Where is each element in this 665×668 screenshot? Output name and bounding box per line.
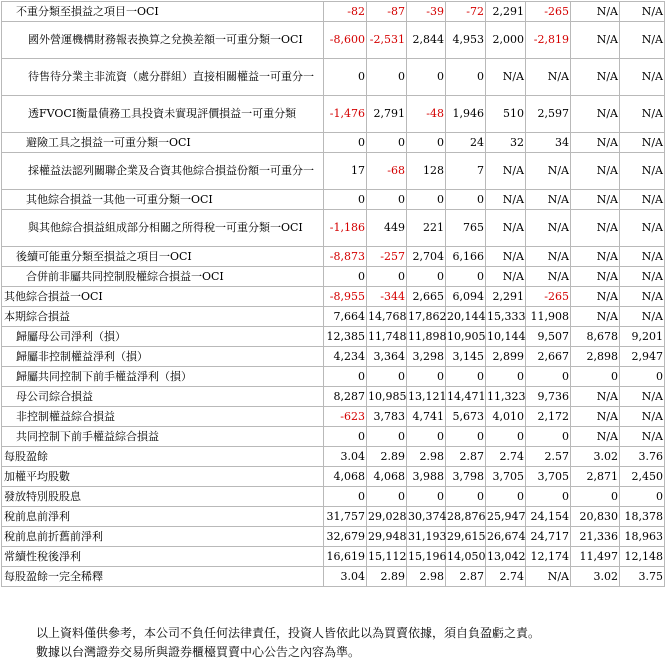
value-cell: 0 [620,367,665,387]
table-row [2,567,665,587]
value-cell: N/A [571,133,620,153]
row-label: 歸屬共同控制下前手權益淨利（損） [2,367,324,387]
value-cell: 17 [324,153,367,190]
value-cell: 6,094 [446,287,486,307]
value-cell: 3,364 [367,347,407,367]
value-cell: 3.04 [324,447,367,467]
value-cell: N/A [620,2,665,22]
value-cell: 11,898 [407,327,446,347]
value-cell: 2,291 [486,2,526,22]
value-cell: 2,899 [486,347,526,367]
value-cell: N/A [571,267,620,287]
row-label: 不重分類至損益之項目一OCI [2,2,324,22]
value-cell: 2,704 [407,247,446,267]
value-cell: 2.98 [407,567,446,587]
value-cell: 9,736 [526,387,571,407]
value-cell: 2,898 [571,347,620,367]
value-cell: 0 [571,487,620,507]
value-cell: N/A [620,287,665,307]
value-cell: 0 [407,59,446,96]
value-cell: -8,873 [324,247,367,267]
row-label: 每股盈餘一完全稀釋 [2,567,324,587]
value-cell: 0 [446,367,486,387]
value-cell: 24 [446,133,486,153]
value-cell: 0 [407,367,446,387]
value-cell: 26,674 [486,527,526,547]
value-cell: 24,717 [526,527,571,547]
value-cell: 0 [446,267,486,287]
value-cell: -623 [324,407,367,427]
value-cell: 3.76 [620,447,665,467]
value-cell: 11,323 [486,387,526,407]
value-cell: 32,679 [324,527,367,547]
table-row [2,347,665,367]
row-label: 稅前息前折舊前淨利 [2,527,324,547]
value-cell: 1,946 [446,96,486,133]
value-cell: N/A [571,59,620,96]
value-cell: 0 [324,367,367,387]
table-row [2,96,665,133]
row-label: 稅前息前淨利 [2,507,324,527]
value-cell: 31,193 [407,527,446,547]
row-label: 加權平均股數 [2,467,324,487]
value-cell: 0 [367,427,407,447]
row-label: 常續性稅後淨利 [2,547,324,567]
value-cell: N/A [620,427,665,447]
value-cell: 510 [486,96,526,133]
value-cell: 5,673 [446,407,486,427]
table-row [2,447,665,467]
table-row [2,190,665,210]
table-row [2,407,665,427]
value-cell: 20,144 [446,307,486,327]
row-label: 其他綜合損益一OCI [2,287,324,307]
value-cell: -8,600 [324,22,367,59]
value-cell: N/A [571,96,620,133]
row-label: 歸屬母公司淨利（損） [2,327,324,347]
value-cell: 2.74 [486,447,526,467]
table-row [2,210,665,247]
value-cell: -68 [367,153,407,190]
value-cell: N/A [571,307,620,327]
disclaimer-line-1: 以上資料僅供參考，本公司不負任何法律責任，投資人皆依此以為買賣依據，須自負盈虧之責。 [36,626,541,640]
value-cell: 3,783 [367,407,407,427]
value-cell: N/A [620,96,665,133]
value-cell: N/A [620,387,665,407]
value-cell: 4,741 [407,407,446,427]
value-cell: -48 [407,96,446,133]
row-label: 透FVOCI衡量債務工具投資未實現評價損益一可重分類 [2,96,324,133]
table-row [2,153,665,190]
table-row [2,527,665,547]
value-cell: 0 [324,487,367,507]
table-row [2,467,665,487]
disclaimer-line-2: 數據以台灣證券交易所與證券櫃檯買賣中心公告之內容為準。 [36,645,361,659]
value-cell: 16,619 [324,547,367,567]
value-cell: 12,174 [526,547,571,567]
value-cell: 7,664 [324,307,367,327]
value-cell: N/A [571,190,620,210]
value-cell: 0 [526,367,571,387]
row-label: 採權益法認列關聯企業及合資其他綜合損益份額一可重分一 [2,153,324,190]
value-cell: 10,985 [367,387,407,407]
value-cell: 29,028 [367,507,407,527]
table-row [2,307,665,327]
value-cell: 0 [486,427,526,447]
value-cell: 28,876 [446,507,486,527]
table-row [2,507,665,527]
value-cell: 2,844 [407,22,446,59]
value-cell: 10,144 [486,327,526,347]
value-cell: 15,333 [486,307,526,327]
row-label: 待售待分業主非流資（處分群組）直接相關權益一可重分一 [2,59,324,96]
value-cell: -72 [446,2,486,22]
value-cell: 7 [446,153,486,190]
table-row [2,267,665,287]
value-cell: 3,798 [446,467,486,487]
value-cell: 4,068 [324,467,367,487]
value-cell: N/A [620,133,665,153]
value-cell: 2.57 [526,447,571,467]
value-cell: N/A [526,210,571,247]
value-cell: 2.87 [446,567,486,587]
value-cell: 9,201 [620,327,665,347]
value-cell: -265 [526,2,571,22]
value-cell: 11,908 [526,307,571,327]
table-row [2,133,665,153]
value-cell: 4,234 [324,347,367,367]
value-cell: 0 [324,133,367,153]
table-row [2,327,665,347]
row-label: 避險工具之損益一可重分類一OCI [2,133,324,153]
row-label: 每股盈餘 [2,447,324,467]
value-cell: N/A [620,210,665,247]
value-cell: 2,291 [486,287,526,307]
value-cell: 8,678 [571,327,620,347]
row-label: 合併前非屬共同控制股權綜合損益一OCI [2,267,324,287]
value-cell: 765 [446,210,486,247]
disclaimer [36,624,540,662]
value-cell: 14,471 [446,387,486,407]
value-cell: 2.89 [367,447,407,467]
value-cell: 0 [367,190,407,210]
value-cell: 2,791 [367,96,407,133]
value-cell: -1,186 [324,210,367,247]
value-cell: 31,757 [324,507,367,527]
value-cell: 3,988 [407,467,446,487]
value-cell: N/A [571,22,620,59]
value-cell: 21,336 [571,527,620,547]
value-cell: 0 [367,59,407,96]
value-cell: N/A [486,247,526,267]
value-cell: 29,948 [367,527,407,547]
value-cell: 10,905 [446,327,486,347]
value-cell: 30,374 [407,507,446,527]
value-cell: 12,148 [620,547,665,567]
value-cell: 18,378 [620,507,665,527]
value-cell: N/A [620,307,665,327]
row-label: 母公司綜合損益 [2,387,324,407]
value-cell: 13,121 [407,387,446,407]
table-row [2,287,665,307]
table-row [2,387,665,407]
table-row [2,427,665,447]
value-cell: 11,497 [571,547,620,567]
value-cell: -1,476 [324,96,367,133]
value-cell: 0 [324,59,367,96]
value-cell: 8,287 [324,387,367,407]
value-cell: 0 [407,427,446,447]
table-row [2,22,665,59]
value-cell: N/A [526,59,571,96]
row-label: 本期綜合損益 [2,307,324,327]
value-cell: N/A [526,153,571,190]
value-cell: -2,819 [526,22,571,59]
row-label: 歸屬非控制權益淨利（損） [2,347,324,367]
value-cell: 2.74 [486,567,526,587]
value-cell: N/A [486,190,526,210]
value-cell: 2,665 [407,287,446,307]
row-label: 與其他綜合損益組成部分相關之所得稅一可重分類一OCI [2,210,324,247]
value-cell: N/A [620,267,665,287]
value-cell: 3.02 [571,567,620,587]
value-cell: 3,298 [407,347,446,367]
value-cell: 0 [324,427,367,447]
value-cell: 3.75 [620,567,665,587]
row-label: 國外營運機構財務報表換算之兌換差額一可重分類一OCI [2,22,324,59]
value-cell: N/A [571,210,620,247]
value-cell: N/A [486,59,526,96]
value-cell: 0 [367,267,407,287]
value-cell: 2,450 [620,467,665,487]
value-cell: N/A [571,247,620,267]
value-cell: 13,042 [486,547,526,567]
value-cell: N/A [571,2,620,22]
value-cell: 0 [526,427,571,447]
value-cell: 449 [367,210,407,247]
value-cell: 25,947 [486,507,526,527]
value-cell: N/A [571,153,620,190]
value-cell: 3,145 [446,347,486,367]
value-cell: 3.02 [571,447,620,467]
value-cell: 17,862 [407,307,446,327]
value-cell: 0 [407,267,446,287]
value-cell: 2,947 [620,347,665,367]
row-label: 後續可能重分類至損益之項目一OCI [2,247,324,267]
value-cell: N/A [620,153,665,190]
value-cell: 2,172 [526,407,571,427]
value-cell: N/A [620,190,665,210]
value-cell: 14,768 [367,307,407,327]
value-cell: 18,963 [620,527,665,547]
value-cell: 24,154 [526,507,571,527]
value-cell: 12,385 [324,327,367,347]
value-cell: -87 [367,2,407,22]
value-cell: -257 [367,247,407,267]
value-cell: 2.89 [367,567,407,587]
value-cell: 15,196 [407,547,446,567]
value-cell: N/A [526,247,571,267]
row-label: 共同控制下前手權益綜合損益 [2,427,324,447]
value-cell: -2,531 [367,22,407,59]
financial-statement-table [1,1,665,587]
value-cell: 2,597 [526,96,571,133]
value-cell: 14,050 [446,547,486,567]
table-row [2,487,665,507]
value-cell: N/A [620,247,665,267]
value-cell: 0 [620,487,665,507]
value-cell: 0 [367,367,407,387]
value-cell: 2.87 [446,447,486,467]
value-cell: 0 [486,367,526,387]
value-cell: N/A [620,59,665,96]
value-cell: 0 [526,487,571,507]
value-cell: 0 [367,133,407,153]
value-cell: 0 [324,190,367,210]
value-cell: 0 [571,367,620,387]
table-row [2,367,665,387]
value-cell: 2,000 [486,22,526,59]
value-cell: 3.04 [324,567,367,587]
value-cell: 0 [367,487,407,507]
value-cell: N/A [526,567,571,587]
table-body [2,2,665,587]
value-cell: 9,507 [526,327,571,347]
value-cell: 34 [526,133,571,153]
value-cell: -265 [526,287,571,307]
table-row [2,547,665,567]
value-cell: -82 [324,2,367,22]
value-cell: N/A [571,387,620,407]
value-cell: N/A [486,210,526,247]
value-cell: 15,112 [367,547,407,567]
value-cell: 0 [446,59,486,96]
value-cell: N/A [526,190,571,210]
value-cell: 0 [324,267,367,287]
row-label: 其他綜合損益一其他一可重分類一OCI [2,190,324,210]
value-cell: 221 [407,210,446,247]
value-cell: 32 [486,133,526,153]
value-cell: 0 [407,487,446,507]
value-cell: 0 [446,487,486,507]
value-cell: 3,705 [526,467,571,487]
table-row [2,247,665,267]
value-cell: N/A [620,407,665,427]
value-cell: 128 [407,153,446,190]
table-row [2,59,665,96]
table-row [2,2,665,22]
value-cell: -8,955 [324,287,367,307]
value-cell: N/A [571,407,620,427]
value-cell: -39 [407,2,446,22]
row-label: 非控制權益綜合損益 [2,407,324,427]
value-cell: 2.98 [407,447,446,467]
value-cell: 2,871 [571,467,620,487]
value-cell: N/A [571,427,620,447]
row-label: 發放特別股股息 [2,487,324,507]
value-cell: 0 [407,133,446,153]
value-cell: N/A [526,267,571,287]
value-cell: 6,166 [446,247,486,267]
value-cell: 4,068 [367,467,407,487]
value-cell: 0 [407,190,446,210]
value-cell: 4,010 [486,407,526,427]
value-cell: 2,667 [526,347,571,367]
value-cell: 0 [446,427,486,447]
value-cell: N/A [486,267,526,287]
value-cell: 29,615 [446,527,486,547]
value-cell: 20,830 [571,507,620,527]
value-cell: 3,705 [486,467,526,487]
value-cell: 0 [486,487,526,507]
value-cell: 0 [446,190,486,210]
value-cell: N/A [571,287,620,307]
value-cell: N/A [620,22,665,59]
value-cell: N/A [486,153,526,190]
value-cell: -344 [367,287,407,307]
value-cell: 11,748 [367,327,407,347]
value-cell: 4,953 [446,22,486,59]
